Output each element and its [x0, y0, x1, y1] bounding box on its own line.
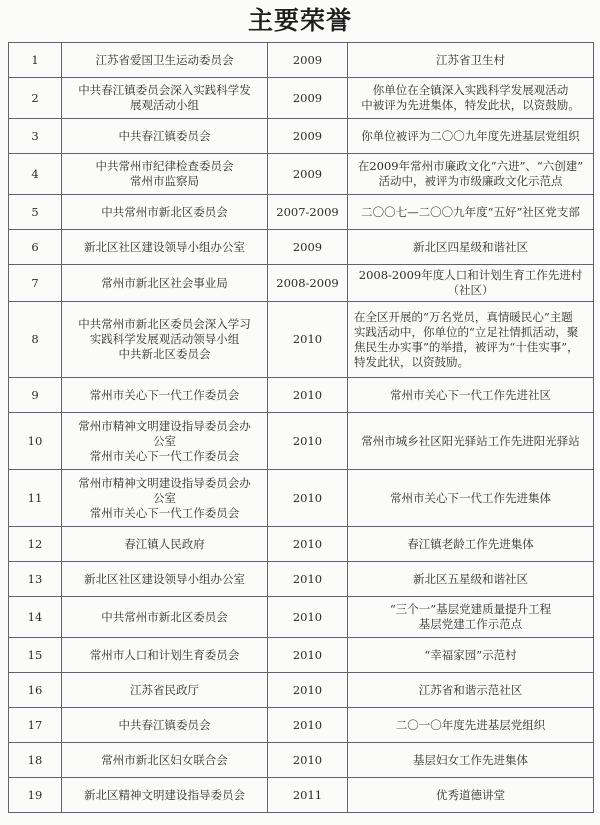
table-row	[9, 778, 594, 813]
awarding-organization: 江苏省民政厅	[62, 673, 268, 708]
table-row	[9, 562, 594, 597]
awarding-organization: 春江镇人民政府	[62, 527, 268, 562]
row-number: 1	[9, 43, 62, 78]
page-title: 主要荣誉	[247, 6, 352, 35]
table-row	[9, 195, 594, 230]
row-number: 5	[9, 195, 62, 230]
table-row	[9, 119, 594, 154]
row-number: 14	[9, 597, 62, 638]
row-number: 7	[9, 265, 62, 302]
honor-title: 常州市关心下一代工作先进社区	[348, 378, 594, 413]
row-number: 9	[9, 378, 62, 413]
row-number: 12	[9, 527, 62, 562]
honor-title: 优秀道德讲堂	[348, 778, 594, 813]
award-year: 2010	[268, 470, 348, 527]
award-year: 2008-2009	[268, 265, 348, 302]
award-year: 2011	[268, 778, 348, 813]
table-row	[9, 413, 594, 470]
awarding-organization: 常州市精神文明建设指导委员会办 公室 常州市关心下一代工作委员会	[62, 413, 268, 470]
honor-title: 新北区五星级和谐社区	[348, 562, 594, 597]
row-number: 2	[9, 78, 62, 119]
row-number: 10	[9, 413, 62, 470]
awarding-organization: 新北区社区建设领导小组办公室	[62, 562, 268, 597]
award-year: 2009	[268, 43, 348, 78]
award-year: 2009	[268, 154, 348, 195]
row-number: 8	[9, 302, 62, 378]
award-year: 2010	[268, 743, 348, 778]
table-row	[9, 638, 594, 673]
award-year: 2009	[268, 78, 348, 119]
honor-title: 常州市城乡社区阳光驿站工作先进阳光驿站	[348, 413, 594, 470]
row-number: 16	[9, 673, 62, 708]
award-year: 2010	[268, 527, 348, 562]
awarding-organization: 常州市关心下一代工作委员会	[62, 378, 268, 413]
awarding-organization: 中共春江镇委员会深入实践科学发 展观活动小组	[62, 78, 268, 119]
table-row	[9, 743, 594, 778]
table-row	[9, 708, 594, 743]
table-row	[9, 673, 594, 708]
table-row	[9, 154, 594, 195]
honors-table	[8, 42, 594, 813]
honor-title: “幸福家园”示范村	[348, 638, 594, 673]
awarding-organization: 常州市精神文明建设指导委员会办 公室 常州市关心下一代工作委员会	[62, 470, 268, 527]
table-row	[9, 470, 594, 527]
row-number: 15	[9, 638, 62, 673]
table-row	[9, 265, 594, 302]
row-number: 18	[9, 743, 62, 778]
honor-title: 在2009年常州市廉政文化“六进”、“六创建” 活动中，被评为市级廉政文化示范点	[348, 154, 594, 195]
award-year: 2009	[268, 230, 348, 265]
awarding-organization: 新北区精神文明建设指导委员会	[62, 778, 268, 813]
award-year: 2010	[268, 673, 348, 708]
awarding-organization: 常州市人口和计划生育委员会	[62, 638, 268, 673]
table-row	[9, 597, 594, 638]
row-number: 19	[9, 778, 62, 813]
honor-title: 你单位被评为二〇〇九年度先进基层党组织	[348, 119, 594, 154]
honor-title: “三个一”基层党建质量提升工程 基层党建工作示范点	[348, 597, 594, 638]
honor-title: 二〇一〇年度先进基层党组织	[348, 708, 594, 743]
row-number: 6	[9, 230, 62, 265]
honor-title: 基层妇女工作先进集体	[348, 743, 594, 778]
award-year: 2010	[268, 708, 348, 743]
row-number: 11	[9, 470, 62, 527]
awarding-organization: 中共常州市新北区委员会	[62, 597, 268, 638]
row-number: 13	[9, 562, 62, 597]
table-row	[9, 230, 594, 265]
table-row	[9, 43, 594, 78]
award-year: 2010	[268, 562, 348, 597]
awarding-organization: 常州市新北区社会事业局	[62, 265, 268, 302]
honor-title: 江苏省和谐示范社区	[348, 673, 594, 708]
awarding-organization: 中共常州市新北区委员会	[62, 195, 268, 230]
honor-title: 江苏省卫生村	[348, 43, 594, 78]
award-year: 2010	[268, 413, 348, 470]
table-row	[9, 302, 594, 378]
honor-title: 二〇〇七—二〇〇九年度“五好”社区党支部	[348, 195, 594, 230]
awarding-organization: 新北区社区建设领导小组办公室	[62, 230, 268, 265]
table-row	[9, 78, 594, 119]
awarding-organization: 中共春江镇委员会	[62, 119, 268, 154]
awarding-organization: 中共春江镇委员会	[62, 708, 268, 743]
award-year: 2010	[268, 597, 348, 638]
honor-title: 春江镇老龄工作先进集体	[348, 527, 594, 562]
award-year: 2010	[268, 638, 348, 673]
awarding-organization: 江苏省爱国卫生运动委员会	[62, 43, 268, 78]
awarding-organization: 常州市新北区妇女联合会	[62, 743, 268, 778]
honor-title: 常州市关心下一代工作先进集体	[348, 470, 594, 527]
award-year: 2007-2009	[268, 195, 348, 230]
table-row	[9, 378, 594, 413]
row-number: 4	[9, 154, 62, 195]
honor-title: 在全区开展的“万名党员，真情暖民心”主题 实践活动中，你单位的“立足社情抓活动，聚 焦民生办实事”的举措，被评为“十佳实事”， 特发此状，以资鼓励。	[348, 302, 594, 378]
honor-title: 你单位在全镇深入实践科学发展观活动 中被评为先进集体，特发此状，以资鼓励。	[348, 78, 594, 119]
awarding-organization: 中共常州市新北区委员会深入学习 实践科学发展观活动领导小组 中共新北区委员会	[62, 302, 268, 378]
table-row	[9, 527, 594, 562]
honor-title: 新北区四星级和谐社区	[348, 230, 594, 265]
award-year: 2009	[268, 119, 348, 154]
award-year: 2010	[268, 378, 348, 413]
honors-table-body	[9, 43, 594, 813]
row-number: 3	[9, 119, 62, 154]
award-year: 2010	[268, 302, 348, 378]
honor-title: 2008-2009年度人口和计划生育工作先进村 （社区）	[348, 265, 594, 302]
row-number: 17	[9, 708, 62, 743]
awarding-organization: 中共常州市纪律检查委员会 常州市监察局	[62, 154, 268, 195]
